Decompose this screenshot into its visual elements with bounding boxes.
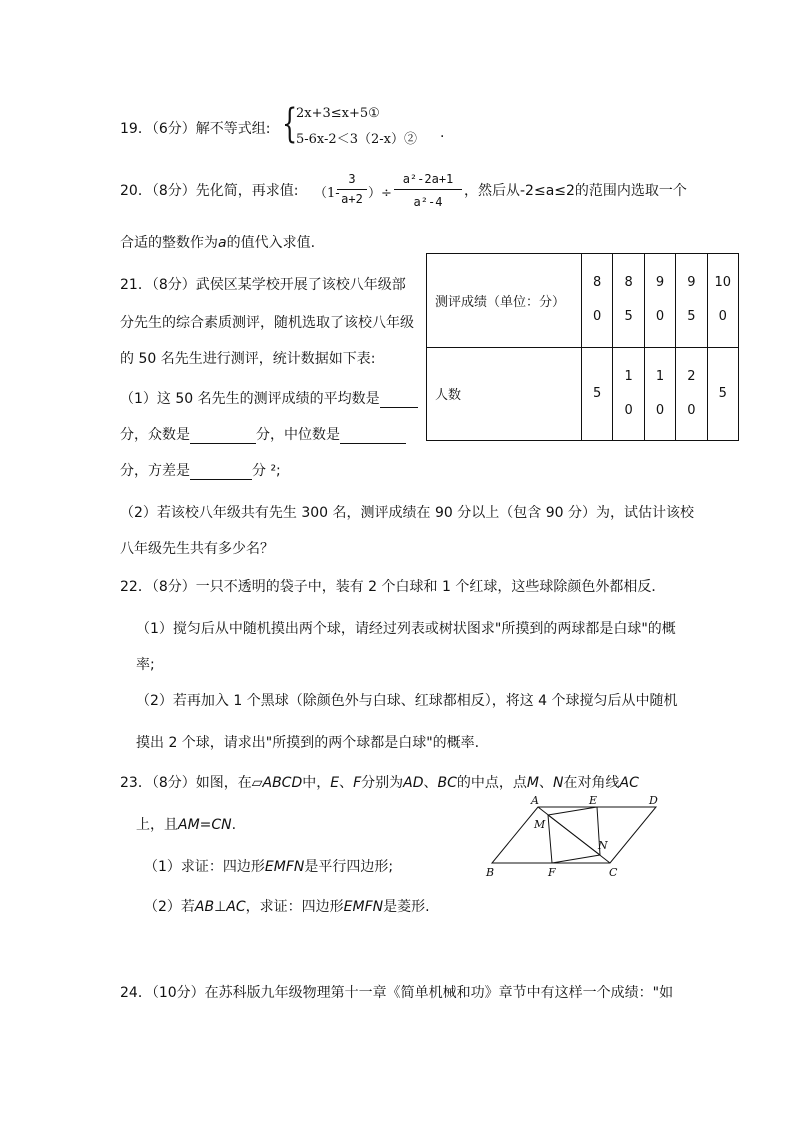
q23-text: F	[353, 775, 362, 791]
count-digit: 0	[687, 402, 696, 418]
q21-line-1: 21．（8分）武侯区某学校开展了该校八年级部	[120, 277, 406, 293]
q21-part2-line1: （2）若该校八年级共有先生 300 名，测评成绩在 90 分以上（包含 90 分）为，试估计该校	[120, 505, 694, 521]
count-cell	[644, 347, 675, 441]
q20-line2-b: 的值代入求值.	[226, 235, 316, 251]
q23-text: （2）若	[144, 899, 195, 915]
q23-text: 在对角线	[563, 775, 620, 791]
score-digit: 8	[593, 275, 602, 291]
q20-frac1-numerator: 3	[348, 172, 356, 186]
q20-line2-var: a	[218, 235, 227, 251]
left-brace-icon: {	[282, 101, 298, 147]
q23-text: 分别为	[361, 775, 404, 791]
q23-text: EMFN	[343, 899, 384, 915]
q23-text: 中，	[302, 775, 331, 791]
q20-expr-open: （1-	[314, 186, 340, 201]
q20-line2	[120, 234, 315, 252]
q20-line2-a: 合适的整数作为	[120, 235, 218, 251]
q23-text: 上，且	[136, 817, 178, 833]
q21-part1-line2	[120, 426, 406, 444]
segment-mf	[548, 815, 552, 863]
label-c: C	[609, 866, 618, 879]
score-digit: 8	[624, 275, 633, 291]
q20-expr-mid: ）÷	[368, 186, 392, 201]
q23-part1	[144, 858, 393, 876]
score-digit: 0	[718, 309, 727, 325]
q22-line1: 22．（8分）一只不透明的袋子中，装有 2 个白球和 1 个红球，这些球除颜色外都相反．	[120, 579, 666, 595]
q20-frac2-bar	[394, 189, 462, 190]
q21-line-3: 的 50 名先生进行测评，统计数据如下表:	[120, 351, 376, 367]
q23-line1	[120, 774, 639, 792]
q20-frac1-bar	[337, 189, 367, 190]
count-digit: 2	[687, 368, 696, 384]
score-cell	[676, 254, 707, 348]
q19-inequality-2: 5-6x-2＜3（2-x）②	[296, 132, 417, 147]
q19-inequality-1: 2x+3≤x+5①	[296, 106, 380, 121]
score-cell	[644, 254, 675, 348]
q22-part2-line2: 摸出 2 个球，请求出"所摸到的两个球都是白球"的概率.	[136, 735, 480, 751]
mode-answer-blank[interactable]	[190, 429, 256, 444]
score-digit: 0	[593, 309, 602, 325]
count-cell	[707, 347, 738, 441]
score-digit: 9	[687, 275, 696, 291]
score-cell	[582, 254, 613, 348]
q23-text: 的中点，点	[456, 775, 527, 791]
q22-part1-line2: 率;	[136, 657, 155, 673]
label-n: N	[598, 839, 608, 852]
count-cell	[613, 347, 644, 441]
q23-text: 、	[539, 775, 554, 791]
q21-part1-b: 分，众数是	[120, 427, 190, 443]
score-digit: 5	[624, 309, 633, 325]
count-digit: 1	[624, 368, 633, 384]
count-cell	[582, 347, 613, 441]
score-cell	[707, 254, 738, 348]
q20-frac2-numerator: a²-2a+1	[402, 172, 454, 186]
q23-text: M	[526, 775, 540, 791]
segment-fn	[552, 855, 600, 863]
count-digit: 5	[718, 385, 727, 401]
q23-text: 、	[423, 775, 438, 791]
q20-frac1-denominator: a+2	[341, 192, 363, 206]
q23-text: EMFN	[264, 859, 305, 875]
q21-part1-a: （1）这 50 名先生的测评成绩的平均数是	[120, 391, 380, 407]
q23-text: 是平行四边形;	[304, 859, 394, 875]
segment-mn	[548, 815, 600, 855]
score-digit: 5	[687, 309, 696, 325]
q23-text: E	[330, 775, 340, 791]
q21-part1-line1	[120, 390, 418, 408]
score-row	[427, 254, 739, 348]
label-b: B	[486, 866, 495, 879]
q21-part2-line2: 八年级先生共有多少名？	[120, 541, 274, 557]
count-digit: 0	[655, 402, 665, 418]
score-digit: 0	[655, 309, 665, 325]
count-cell	[676, 347, 707, 441]
q23-text: 、	[339, 775, 354, 791]
score-cell	[613, 254, 644, 348]
q23-text: BC	[437, 775, 457, 791]
label-a: A	[531, 794, 539, 807]
q22-part1-line1: （1）搅匀后从中随机摸出两个球，请经过列表或树状图求"所摸到的两球都是白球"的概	[136, 621, 676, 637]
q23-text: ABCD	[262, 775, 303, 791]
q23-line2	[136, 816, 236, 834]
q23-text: AB⊥AC	[194, 899, 246, 915]
q21-line-2: 分先生的综合素质测评，随机选取了该校八年级	[120, 315, 414, 331]
label-d: D	[649, 794, 658, 807]
count-row-header: 人数	[427, 347, 582, 441]
score-table	[426, 253, 739, 441]
q23-text: AC	[619, 775, 639, 791]
q21-part1-line3	[120, 462, 281, 480]
q20-suffix: ，然后从-2≤a≤2的范围内选取一个	[464, 183, 687, 199]
q23-text: 23．（8分）如图，在▱	[120, 775, 263, 791]
q21-part1-d: 分，方差是	[120, 463, 190, 479]
q23-text: 是菱形.	[383, 899, 430, 915]
score-row-header: 测评成绩（单位：分）	[427, 254, 582, 348]
q21-part1-e: 分 ²;	[252, 463, 281, 479]
q24-line1: 24．（10分）在苏科版九年级物理第十一章《简单机械和功》章节中有这样一个成绩："如	[120, 985, 674, 1001]
mean-answer-blank[interactable]	[380, 393, 418, 408]
count-row	[427, 347, 739, 441]
segment-me	[548, 807, 597, 815]
q23-text: AM=CN	[178, 817, 232, 833]
score-digit: 9	[655, 275, 665, 291]
q20-frac2-denominator: a²-4	[413, 195, 443, 209]
q23-text: （1）求证：四边形	[144, 859, 265, 875]
label-m: M	[534, 818, 546, 831]
q22-part2-line1: （2）若再加入 1 个黑球（除颜色外与白球、红球都相反），将这 4 个球搅匀后从中随机	[136, 693, 678, 709]
variance-answer-blank[interactable]	[190, 465, 252, 480]
count-digit: 1	[655, 368, 665, 384]
q19-prefix: 19．（6分）解不等式组:	[120, 121, 271, 137]
q21-part1-c: 分，中位数是	[256, 427, 340, 443]
q23-part2	[144, 898, 430, 916]
count-digit: 5	[593, 385, 602, 401]
q20-prefix: 20．（8分）先化简，再求值:	[120, 183, 299, 199]
q19-period: .	[440, 125, 445, 141]
parallelogram-figure	[482, 792, 672, 884]
q23-text: AD	[403, 775, 424, 791]
score-digit: 10	[714, 275, 732, 291]
q23-text: N	[553, 775, 564, 791]
label-f: F	[548, 866, 556, 879]
q23-text: ，求证：四边形	[245, 899, 344, 915]
q23-text: .	[231, 817, 237, 833]
count-digit: 0	[624, 402, 633, 418]
label-e: E	[589, 794, 598, 807]
median-answer-blank[interactable]	[340, 429, 406, 444]
